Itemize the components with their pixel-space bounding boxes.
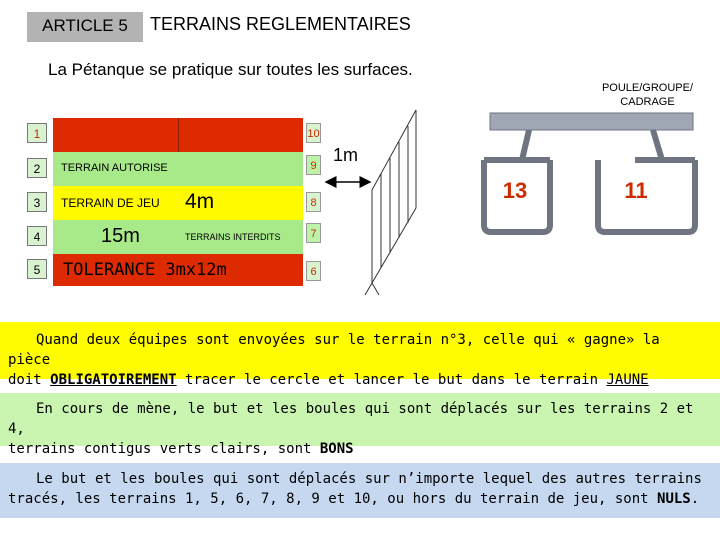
scoreboard-icon — [484, 113, 695, 160]
terrain-number-7: 7 — [306, 223, 321, 243]
terrain-number-9: 9 — [306, 155, 321, 175]
terrain-number-8: 8 — [306, 192, 321, 212]
rule-panel-green — [0, 393, 720, 457]
terrain-number-4: 4 — [27, 226, 47, 246]
width-label: 4m — [185, 190, 215, 213]
rule-panel-blue — [0, 463, 720, 518]
terrain-de-jeu-label: TERRAIN DE JEU — [61, 196, 160, 210]
rule-blue-line-2: tracés, les terrains 1, 5, 6, 7, 8, 9 et 10, ou hors du terrain de jeu, sont NULS. — [8, 491, 700, 507]
rule-green-line-1: En cours de mène, le but et les boules qui sont déplacés sur les terrains 2 et 4, — [8, 401, 694, 437]
tolerance-label: TOLERANCE 3mx12m — [63, 260, 227, 280]
terrains-interdits-label: TERRAINS INTERDITS — [185, 232, 281, 242]
rule-blue-line-1: Le but et les boules qui sont déplacés sur n’importe lequel des autres terrains — [36, 471, 702, 487]
rule-panel-yellow — [0, 322, 720, 388]
article-number: ARTICLE 5 — [27, 12, 143, 42]
rule-green-line-2: terrains contigus verts clairs, sont BONS — [8, 441, 354, 457]
terrain-number-1: 1 — [27, 123, 47, 143]
rule-yellow-line-2: doit OBLIGATOIREMENT tracer le cercle et lancer le but dans le terrain JAUNE — [8, 372, 649, 388]
terrain-number-6: 6 — [306, 261, 321, 281]
distance-label: 1m — [333, 145, 359, 165]
rule-yellow-line-1: Quand deux équipes sont envoyées sur le terrain n°3, celle qui « gagne» la pièce — [8, 332, 660, 368]
terrain-number-10: 10 — [306, 123, 321, 143]
scoreboard-label: POULE/GROUPE/ CADRAGE — [601, 82, 694, 108]
left-score: 13 — [502, 178, 528, 203]
length-label: 15m — [101, 225, 140, 247]
terrain-number-3: 3 — [27, 192, 47, 212]
right-score: 11 — [624, 178, 648, 203]
subtitle: La Pétanque se pratique sur toutes les surfaces. — [48, 60, 413, 79]
article-title: TERRAINS REGLEMENTAIRES — [150, 14, 411, 34]
barrier-icon — [365, 110, 416, 295]
terrain-number-5: 5 — [27, 259, 47, 279]
terrain-autorise-label: TERRAIN AUTORISE — [61, 162, 168, 174]
terrain-number-2: 2 — [27, 158, 47, 178]
